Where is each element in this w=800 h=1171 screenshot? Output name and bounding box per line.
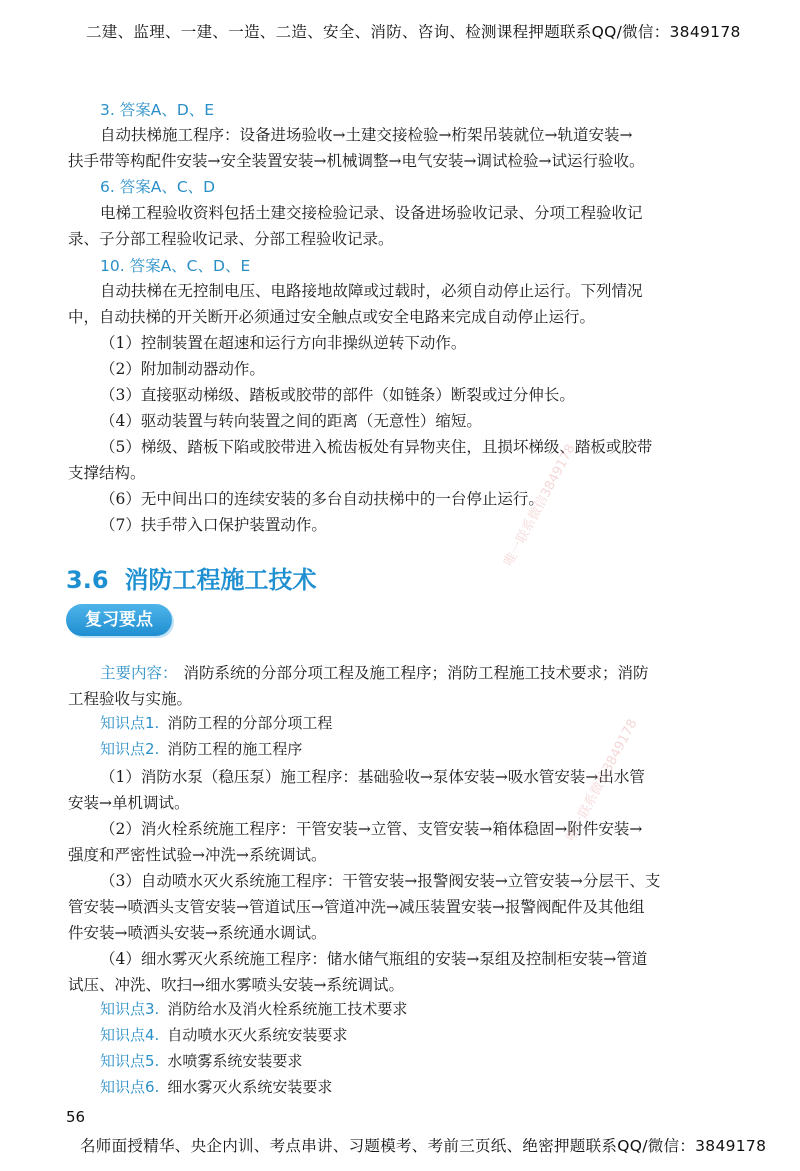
watermark-mid: 唯一联系微信3849178: [501, 441, 579, 569]
knowledge-point-text: 水喷雾系统安装要求: [167, 1052, 303, 1070]
knowledge-point-label: 知识点2.: [100, 740, 160, 758]
answer-3-line-1: 自动扶梯施工程序：设备进场验收→土建交接检验→桁架吊装就位→轨道安装→: [100, 126, 633, 144]
knowledge-point-text: 细水雾灭火系统安装要求: [167, 1078, 333, 1096]
knowledge-point-2: [100, 738, 302, 759]
answer-10-label: 10. 答案A、C、D、E: [100, 257, 251, 275]
knowledge-point-text: 消防工程的分部分项工程: [167, 714, 333, 732]
knowledge-point-6: [100, 1076, 332, 1097]
answer-6-line-1: 电梯工程验收资料包括土建交接检验记录、设备进场验收记录、分项工程验收记: [100, 204, 643, 222]
procedure-4-line-2: 试压、冲洗、吹扫→细水雾喷头安装→系统调试。: [68, 976, 404, 994]
procedure-3-line-1: （3）自动喷水灭火系统施工程序：干管安装→报警阀安装→立管安装→分层干、支: [100, 872, 661, 890]
answer-10-item-1: （1）控制装置在超速和运行方向非操纵逆转下动作。: [100, 334, 467, 352]
knowledge-point-label: 知识点3.: [100, 1000, 160, 1018]
section-title: [66, 560, 317, 595]
watermark-right: 唯一联系微信3849178: [563, 716, 641, 844]
main-content-text: 消防系统的分部分项工程及施工程序；消防工程施工技术要求；消防: [183, 664, 649, 682]
knowledge-point-label: 知识点4.: [100, 1026, 160, 1044]
answer-3-label: 3. 答案A、D、E: [100, 101, 215, 119]
answer-10-item-3: （3）直接驱动梯级、踏板或胶带的部件（如链条）断裂或过分伸长。: [100, 386, 575, 404]
knowledge-point-text: 消防给水及消火栓系统施工技术要求: [167, 1000, 408, 1018]
main-content-line-2: 工程验收与实施。: [68, 690, 193, 708]
main-content-line-1: [100, 660, 649, 686]
knowledge-point-5: [100, 1050, 302, 1071]
procedure-4-line-1: （4）细水雾灭火系统施工程序：储水储气瓶组的安装→泵组及控制柜安装→管道: [100, 950, 648, 968]
section-name: 消防工程施工技术: [124, 566, 317, 594]
answer-10-item-7: （7）扶手带入口保护装置动作。: [100, 516, 327, 534]
procedure-2-line-1: （2）消火栓系统施工程序：干管安装→立管、支管安装→箱体稳固→附件安装→: [100, 820, 643, 838]
knowledge-point-label: 知识点1.: [100, 714, 160, 732]
knowledge-point-label: 知识点5.: [100, 1052, 160, 1070]
knowledge-point-4: [100, 1024, 347, 1045]
answer-6-label: 6. 答案A、C、D: [100, 178, 216, 196]
answer-10-item-6: （6）无中间出口的连续安装的多台自动扶梯中的一台停止运行。: [100, 490, 544, 508]
knowledge-point-text: 消防工程的施工程序: [167, 740, 303, 758]
answer-10-item-4: （4）驱动装置与转向装置之间的距离（无意性）缩短。: [100, 412, 482, 430]
answer-6-line-2: 录、子分部工程验收记录、分部工程验收记录。: [68, 230, 394, 248]
section-number: 3.6: [66, 566, 109, 594]
procedure-3-line-2: 管安装→喷洒头支管安装→管道试压→管道冲洗→减压装置安装→报警阀配件及其他组: [68, 898, 645, 916]
knowledge-point-3: [100, 998, 407, 1019]
procedure-3-line-3: 件安装→喷洒头安装→系统通水调试。: [68, 924, 327, 942]
procedure-1-line-2: 安装→单机调试。: [68, 794, 190, 812]
page-number: 56: [66, 1108, 86, 1126]
answer-10-item-2: （2）附加制动器动作。: [100, 360, 265, 378]
knowledge-point-1: [100, 712, 332, 733]
answer-10-line-1: 自动扶梯在无控制电压、电路接地故障或过载时，必须自动停止运行。下列情况: [100, 282, 643, 300]
answer-10-item-5-cont: 支撑结构。: [68, 464, 146, 482]
procedure-2-line-2: 强度和严密性试验→冲洗→系统调试。: [68, 846, 327, 864]
review-points-badge: 复习要点: [66, 604, 172, 636]
answer-3-line-2: 扶手带等构配件安装→安全装置安装→机械调整→电气安装→调试检验→试运行验收。: [68, 152, 645, 170]
procedure-1-line-1: （1）消防水泵（稳压泵）施工程序：基础验收→泵体安装→吸水管安装→出水管: [100, 768, 645, 786]
main-content-label: 主要内容：: [100, 664, 178, 682]
footer-banner: 名师面授精华、央企内训、考点串讲、习题模考、考前三页纸、绝密押题联系QQ/微信：3849178: [80, 1137, 767, 1155]
answer-10-line-2: 中，自动扶梯的开关断开必须通过安全触点或安全电路来完成自动停止运行。: [68, 308, 596, 326]
knowledge-point-label: 知识点6.: [100, 1078, 160, 1096]
knowledge-point-text: 自动喷水灭火系统安装要求: [167, 1026, 348, 1044]
header-banner: 二建、监理、一建、一造、二造、安全、消防、咨询、检测课程押题联系QQ/微信：3849178: [86, 23, 741, 41]
answer-10-item-5: （5）梯级、踏板下陷或胶带进入梳齿板处有异物夹住，且损坏梯级、踏板或胶带: [100, 438, 653, 456]
